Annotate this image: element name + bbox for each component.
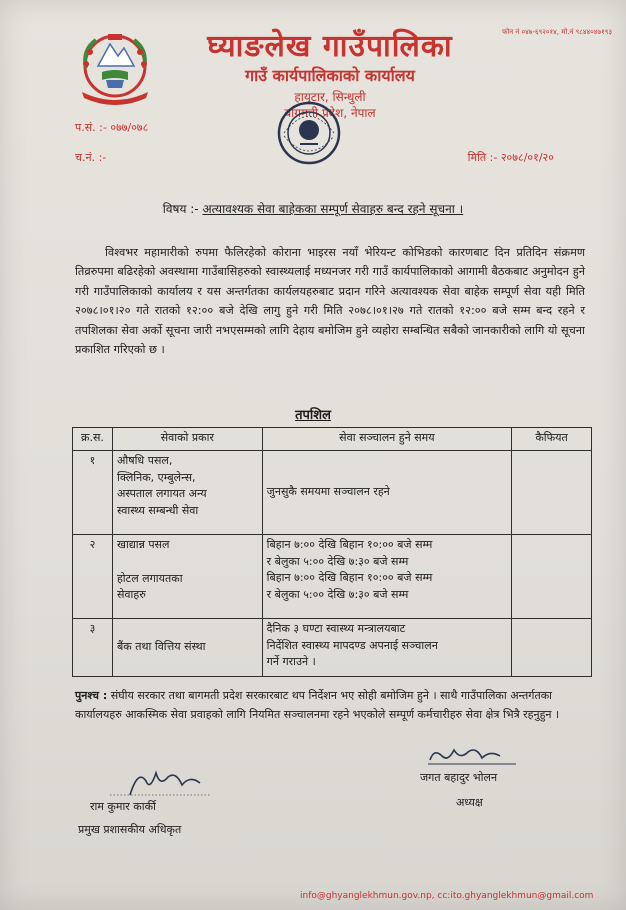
service-line: बैंक तथा वित्तिय संस्था	[116, 640, 206, 654]
time-line: र बेलुका ५:०० देखि ७:३० बजे सम्म	[266, 554, 409, 568]
service-line: स्वास्थ्य सम्बन्धी सेवा	[116, 503, 199, 517]
time-line: बिहान ७:०० देखि बिहान १०:०० बजे सम्म	[266, 538, 433, 551]
header-operation-time: सेवा सञ्चालन हुने समय	[262, 428, 511, 451]
left-signatory-designation: प्रमुख प्रशासकीय अधिकृत	[78, 823, 182, 836]
row-remarks	[512, 619, 592, 677]
reference-number: प.सं. :- ०७७/०७८	[75, 121, 149, 134]
nepal-emblem-icon	[72, 28, 158, 110]
official-seal-icon	[276, 100, 342, 166]
right-signatory-designation: अध्यक्ष	[456, 796, 483, 809]
service-line: औषधि पसल,	[116, 454, 173, 467]
table-row	[73, 451, 592, 535]
time-line: र बेलुका ५:०० देखि ७:३० बजे सम्म	[266, 587, 409, 601]
time-line: बिहान ७:०० देखि बिहान १०:०० बजे सम्म	[266, 571, 433, 584]
signature-scribble-icon	[420, 742, 540, 768]
postscript-text: संघीय सरकार तथा बागमती प्रदेश सरकारबाट थप निर्देशन भए सोही बमोजिम हुने । साथै गाउँपालिका अन्तर्गतका कार्यालयहरु आकस्मिक सेवा प्रवाहको लागि नियमित सञ्चालनमा रहने भएकोले सम्पूर्ण कर्मचारीहरु सेवा क्षेत्र भित्रै रहनुहुन ।	[75, 689, 560, 721]
row-serial: २	[73, 535, 113, 619]
service-line: होटल लगायतका	[116, 571, 183, 585]
left-signatory-name: राम कुमार कार्की	[90, 800, 156, 813]
dispatch-number: च.नं. :-	[75, 151, 107, 164]
time-line: निर्देशित स्वास्थ्य मापदण्ड अपनाई सञ्चालन	[266, 638, 438, 652]
signature-block-left	[78, 765, 240, 837]
phone-number: फोन नं ०४७-६९२०१४, मो.नं ९८४४०४७१९३	[502, 28, 612, 36]
row-service-type	[112, 619, 262, 677]
time-line: दैनिक ३ घण्टा स्वास्थ्य मन्त्रालयबाट	[266, 622, 406, 635]
subject-label: विषय :-	[162, 202, 199, 216]
row-serial: १	[73, 451, 113, 535]
row-remarks	[512, 535, 592, 619]
table-title: तपशिल	[295, 408, 331, 423]
row-operation-time	[262, 451, 511, 535]
footer-email: info@ghyanglekhmun.gov.np, cc:ito.ghyanglekhmun@gmail.com	[300, 891, 594, 901]
row-remarks	[512, 451, 592, 535]
office-subtitle: गाउँ कार्यपालिकाको कार्यालय	[245, 66, 415, 85]
row-service-type	[112, 535, 262, 619]
time-line: गर्ने गराउने ।	[266, 655, 316, 668]
address-line-1: हायुटार, सिन्धुली	[294, 90, 366, 104]
postscript	[75, 686, 595, 724]
service-line	[117, 554, 258, 571]
service-line: अस्पताल लगायत अन्य	[116, 487, 207, 500]
notice-body	[75, 243, 585, 359]
subject-text: अत्यावश्यक सेवा बाहेकका सम्पूर्ण सेवाहरु बन्द रहने सूचना ।	[202, 202, 464, 216]
schedule-table	[72, 427, 592, 677]
row-operation-time	[262, 619, 511, 677]
row-serial: ३	[73, 619, 113, 677]
header-serial: क्र.स.	[73, 428, 113, 451]
header-remarks: कैफियत	[512, 428, 592, 451]
postscript-label: पुनश्च :	[75, 689, 108, 702]
office-title: घ्याङलेख गाउँपालिका	[207, 29, 453, 64]
service-line: सेवाहरु	[116, 588, 146, 601]
notice-paragraph: विश्वभर महामारीको रुपमा फैलिरहेको कोराना भाइरस नयाँ भेरियन्ट कोभिडको कारणबाट दिन प्रतिदिन संक्रमण तिव्ररुपमा बढिरहेको अवस्थामा गाउँबासिहरुको स्वास्थ्यलाई मध्यनजर गरी गाउँ कार्यपालिकाको आगामी बैठकबाट अनुमोदन हुने गरी गाउँपालिकाको कार्यालय र यस अन्तर्गतका कार्यलयहरुबाट प्रदान गरिने अत्यावश्यक सेवा बाहेक सम्पूर्ण सेवा यही मिति २०७८।०१।२० गते रातको १२:०० बजे देखि लागु हुने गरी मिति २०७८।०१।२७ गते रातको १२:०० बजे सम्म बन्द रहने र तपशिलका सेवा अर्को सूचना जारी नभएसम्मको लागि देहाय बमोजिम हुने व्यहोरा सम्बन्धित सबैको जानकारीको लागि यो सूचना प्रकाशित गरिएको छ ।	[75, 246, 585, 357]
signature-scribble-icon	[90, 765, 230, 799]
table-row	[73, 535, 592, 619]
subject-line	[0, 200, 626, 217]
service-line: क्लिनिक, एम्बुलेन्स,	[116, 470, 196, 484]
header-service-type: सेवाको प्रकार	[112, 428, 262, 451]
signature-block-right	[420, 742, 540, 810]
row-service-type	[112, 451, 262, 535]
right-signatory-name: जगत बहादुर भोलन	[420, 771, 498, 784]
table-row	[73, 619, 592, 677]
table-header-row	[73, 428, 592, 451]
row-operation-time	[262, 535, 511, 619]
address-line-2: बागमती प्रदेश, नेपाल	[284, 106, 376, 120]
time-line: जुनसुकै समयमा सञ्चालन रहने	[266, 485, 390, 499]
service-line: खाद्यान्न पसल	[116, 538, 170, 551]
letter-date: मिति :- २०७८/०१/२०	[467, 151, 554, 164]
